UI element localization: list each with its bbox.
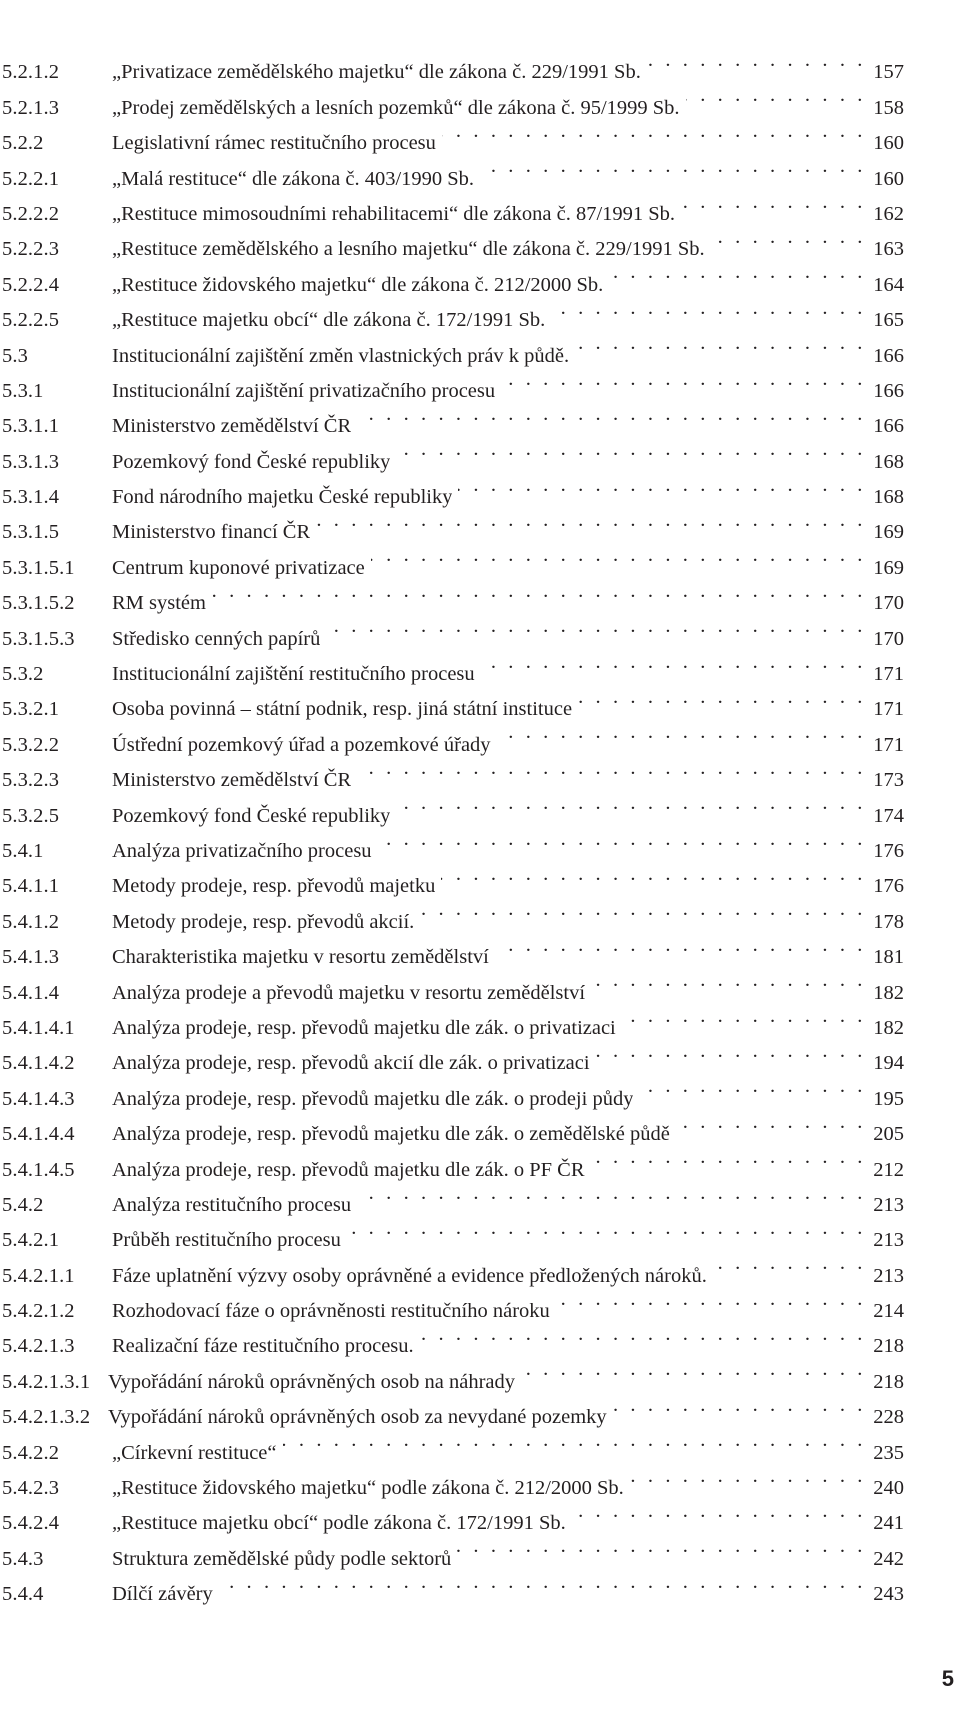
toc-entry-page: 166 <box>873 415 904 438</box>
toc-dot-leader <box>420 1317 866 1352</box>
toc-entry-page: 168 <box>873 486 904 509</box>
toc-entry-page: 243 <box>873 1583 904 1606</box>
toc-entry-number: 5.4.1.4.1 <box>2 1016 75 1039</box>
toc-dot-leader <box>480 149 866 184</box>
toc-dot-leader <box>378 822 866 857</box>
toc-entry-title: Dílčí závěry <box>112 1583 213 1606</box>
toc-entry-page: 181 <box>873 946 904 969</box>
toc-entry-number: 5.4.1.4.3 <box>2 1087 75 1110</box>
table-of-contents <box>0 43 904 1606</box>
toc-entry-number: 5.3 <box>2 344 28 367</box>
toc-entry-title: „Prodej zemědělských a lesních pozemků“ dle zákona č. 95/1999 Sb. <box>112 96 680 119</box>
toc-dot-leader <box>497 715 866 750</box>
toc-dot-leader <box>711 220 866 255</box>
toc-entry-number: 5.4.2.1 <box>2 1229 60 1252</box>
toc-entry-title: Charakteristika majetku v resortu zemědělství <box>112 946 489 969</box>
toc-entry-number: 5.4.1.4.5 <box>2 1158 75 1181</box>
toc-dot-leader <box>457 1529 866 1564</box>
toc-entry-number: 5.4.2.1.3 <box>2 1335 75 1358</box>
toc-dot-leader <box>622 999 866 1034</box>
toc-entry-number: 5.3.2 <box>2 663 44 686</box>
toc-dot-leader <box>283 1423 866 1458</box>
toc-entry-page: 240 <box>873 1477 904 1500</box>
toc-entry-title: Institucionální zajištění restitučního procesu <box>112 663 475 686</box>
toc-dot-leader <box>495 928 866 963</box>
toc-entry-title: Pozemkový fond České republiky <box>112 450 391 473</box>
toc-dot-leader <box>551 291 866 326</box>
toc-entry-number: 5.3.2.3 <box>2 769 60 792</box>
toc-entry-number: 5.4.2.1.3.1 <box>2 1370 91 1393</box>
toc-entry-number: 5.4.2.4 <box>2 1512 60 1535</box>
toc-entry-page: 160 <box>873 132 904 155</box>
toc-entry-number: 5.3.1 <box>2 379 44 402</box>
toc-entry-page: 195 <box>873 1087 904 1110</box>
toc-entry-number: 5.2.2.2 <box>2 202 60 225</box>
toc-entry-number: 5.3.2.2 <box>2 733 60 756</box>
toc-dot-leader <box>316 503 866 538</box>
toc-entry-title: Ministerstvo zemědělství ČR <box>112 769 352 792</box>
toc-entry-page: 182 <box>873 1016 904 1039</box>
toc-entry-number: 5.2.2.5 <box>2 309 60 332</box>
toc-entry-page: 170 <box>873 592 904 615</box>
toc-entry-title: „Restituce majetku obcí“ podle zákona č. 172/1991 Sb. <box>112 1512 566 1535</box>
toc-entry-page: 173 <box>873 769 904 792</box>
toc-entry-number: 5.4.2.2 <box>2 1441 60 1464</box>
toc-entry-page: 213 <box>873 1229 904 1252</box>
toc-entry-title: Struktura zemědělské půdy podle sektorů <box>112 1547 452 1570</box>
toc-entry-page: 242 <box>873 1547 904 1570</box>
toc-entry-page: 160 <box>873 167 904 190</box>
toc-entry-page: 171 <box>873 663 904 686</box>
toc-dot-leader <box>681 185 866 220</box>
toc-entry-title: Analýza prodeje, resp. převodů majetku dle zák. o PF ČR <box>112 1158 585 1181</box>
toc-entry-number: 5.3.2.1 <box>2 698 60 721</box>
toc-entry-number: 5.2.2.3 <box>2 238 60 261</box>
toc-entry-title: Vypořádání nároků oprávněných osob za nevydané pozemky <box>108 1406 607 1429</box>
toc-entry-page: 176 <box>873 839 904 862</box>
toc-entry-page: 169 <box>873 521 904 544</box>
toc-entry-page: 176 <box>873 875 904 898</box>
toc-entry-page: 170 <box>873 627 904 650</box>
toc-dot-leader <box>647 43 866 78</box>
toc-entry-title: Ministerstvo zemědělství ČR <box>112 415 352 438</box>
toc-entry-number: 5.3.1.5.2 <box>2 592 75 615</box>
toc-entry-number: 5.4.2.1.2 <box>2 1300 75 1323</box>
toc-entry-number: 5.2.2.1 <box>2 167 60 190</box>
toc-dot-leader <box>357 397 866 432</box>
toc-entry-page: 166 <box>873 344 904 367</box>
toc-dot-leader <box>212 574 866 609</box>
toc-entry-number: 5.2.1.3 <box>2 96 60 119</box>
toc-entry-number: 5.4.2.1.3.2 <box>2 1406 91 1429</box>
toc-entry-page: 166 <box>873 379 904 402</box>
toc-entry-page: 162 <box>873 202 904 225</box>
toc-entry-title: Legislativní rámec restitučního procesu <box>112 132 436 155</box>
toc-dot-leader <box>458 468 866 503</box>
toc-entry-title: Analýza prodeje, resp. převodů majetku dle zák. o prodeji půdy <box>112 1087 634 1110</box>
toc-entry-title: Realizační fáze restitučního procesu. <box>112 1335 414 1358</box>
toc-entry-page: 205 <box>873 1123 904 1146</box>
toc-entry-page: 218 <box>873 1370 904 1393</box>
toc-entry-number: 5.4.1.4.4 <box>2 1123 75 1146</box>
toc-entry-number: 5.4.1.4 <box>2 981 60 1004</box>
toc-entry-number: 5.2.2 <box>2 132 44 155</box>
toc-entry-page: 213 <box>873 1193 904 1216</box>
toc-entry-number: 5.4.1.2 <box>2 910 60 933</box>
toc-entry-title: Metody prodeje, resp. převodů akcií. <box>112 910 415 933</box>
toc-entry-page: 171 <box>873 698 904 721</box>
toc-dot-leader <box>371 538 866 573</box>
toc-dot-leader <box>613 1388 866 1423</box>
toc-dot-leader <box>357 751 866 786</box>
toc-dot-leader <box>572 1494 866 1529</box>
toc-dot-leader <box>357 1176 866 1211</box>
toc-dot-leader <box>630 1459 866 1494</box>
toc-entry-title: Centrum kuponové privatizace <box>112 556 365 579</box>
toc-dot-leader <box>219 1565 866 1600</box>
toc-entry-title: „Restituce zemědělského a lesního majetku“ dle zákona č. 229/1991 Sb. <box>112 238 705 261</box>
toc-entry-page: 157 <box>873 61 904 84</box>
toc-entry-number: 5.4.1.1 <box>2 875 60 898</box>
toc-dot-leader <box>396 786 866 821</box>
toc-dot-leader <box>556 1282 866 1317</box>
toc-dot-leader <box>420 892 866 927</box>
toc-entry-number: 5.2.1.2 <box>2 61 60 84</box>
toc-entry-number: 5.3.2.5 <box>2 804 60 827</box>
toc-dot-leader <box>326 609 866 644</box>
toc-entry-title: Analýza prodeje, resp. převodů majetku dle zák. o privatizaci <box>112 1016 616 1039</box>
toc-entry-title: „Restituce majetku obcí“ dle zákona č. 172/1991 Sb. <box>112 309 546 332</box>
toc-entry-title: „Restituce židovského majetku“ dle zákona č. 212/2000 Sb. <box>112 273 604 296</box>
toc-dot-leader <box>441 857 866 892</box>
toc-entry-page: 235 <box>873 1441 904 1464</box>
toc-entry-number: 5.3.1.5.3 <box>2 627 75 650</box>
toc-dot-leader <box>609 255 866 290</box>
toc-dot-leader <box>639 1069 866 1104</box>
toc-entry-title: Osoba povinná – státní podnik, resp. jiná státní instituce <box>112 698 573 721</box>
toc-entry-title: „Restituce mimosoudními rehabilitacemi“ dle zákona č. 87/1991 Sb. <box>112 202 676 225</box>
toc-entry-number: 5.4.1 <box>2 839 44 862</box>
toc-entry-page: 218 <box>873 1335 904 1358</box>
toc-dot-leader <box>686 78 866 113</box>
toc-entry-page: 165 <box>873 309 904 332</box>
toc-entry-page: 212 <box>873 1158 904 1181</box>
toc-entry-page: 164 <box>873 273 904 296</box>
toc-entry-title: Fond národního majetku České republiky <box>112 486 453 509</box>
toc-entry-title: Analýza prodeje, resp. převodů majetku dle zák. o zemědělské půdě <box>112 1123 670 1146</box>
toc-entry-title: Průběh restitučního procesu <box>112 1229 341 1252</box>
toc-dot-leader <box>501 362 866 397</box>
toc-entry-number: 5.4.1.3 <box>2 946 60 969</box>
toc-entry-number: 5.4.3 <box>2 1547 44 1570</box>
toc-dot-leader <box>596 1034 866 1069</box>
toc-entry-title: Středisko cenných papírů <box>112 627 321 650</box>
toc-entry-title: Analýza restitučního procesu <box>112 1193 352 1216</box>
toc-entry-number: 5.4.2.3 <box>2 1477 60 1500</box>
toc-entry-number: 5.3.1.4 <box>2 486 60 509</box>
toc-entry-page: 182 <box>873 981 904 1004</box>
toc-entry-number: 5.4.1.4.2 <box>2 1052 75 1075</box>
toc-dot-leader <box>575 326 866 361</box>
toc-entry-title: „Církevní restituce“ <box>112 1441 277 1464</box>
toc-entry-number: 5.4.4 <box>2 1583 44 1606</box>
toc-dot-leader <box>442 114 866 149</box>
toc-dot-leader <box>591 963 866 998</box>
toc-entry[interactable] <box>0 43 904 84</box>
toc-entry-title: Analýza prodeje a převodů majetku v resortu zemědělství <box>112 981 586 1004</box>
toc-entry-title: „Malá restituce“ dle zákona č. 403/1990 Sb. <box>112 167 475 190</box>
toc-entry-number: 5.3.1.5.1 <box>2 556 75 579</box>
page-number: 5 <box>941 1666 954 1691</box>
toc-entry-title: Ministerstvo financí ČR <box>112 521 311 544</box>
toc-entry-number: 5.3.1.1 <box>2 415 60 438</box>
toc-entry-page: 241 <box>873 1512 904 1535</box>
toc-entry-page: 214 <box>873 1300 904 1323</box>
toc-dot-leader <box>521 1352 866 1387</box>
toc-entry-title: Analýza privatizačního procesu <box>112 839 372 862</box>
toc-dot-leader <box>713 1246 866 1281</box>
toc-entry-title: Analýza prodeje, resp. převodů akcií dle zák. o privatizaci <box>112 1052 590 1075</box>
toc-entry-number: 5.3.1.5 <box>2 521 60 544</box>
toc-entry-title: Ústřední pozemkový úřad a pozemkové úřady <box>112 733 491 756</box>
toc-entry-page: 174 <box>873 804 904 827</box>
toc-entry-title: Institucionální zajištění změn vlastnických práv k půdě. <box>112 344 570 367</box>
toc-entry-page: 228 <box>873 1406 904 1429</box>
toc-entry-title: Vypořádání nároků oprávněných osob na náhrady <box>108 1370 516 1393</box>
toc-dot-leader <box>481 645 866 680</box>
toc-entry-page: 169 <box>873 556 904 579</box>
toc-entry-title: Fáze uplatnění výzvy osoby oprávněné a evidence předložených nároků. <box>112 1264 707 1287</box>
toc-entry-number: 5.3.1.3 <box>2 450 60 473</box>
toc-dot-leader <box>347 1211 866 1246</box>
toc-entry-page: 194 <box>873 1052 904 1075</box>
toc-entry-page: 171 <box>873 733 904 756</box>
toc-dot-leader <box>396 432 866 467</box>
toc-entry-title: RM systém <box>112 592 206 615</box>
toc-entry-page: 168 <box>873 450 904 473</box>
toc-entry-page: 163 <box>873 238 904 261</box>
toc-entry-title: Pozemkový fond České republiky <box>112 804 391 827</box>
toc-entry-number: 5.4.2 <box>2 1193 44 1216</box>
toc-entry-title: Institucionální zajištění privatizačního procesu <box>112 379 496 402</box>
toc-entry-title: Rozhodovací fáze o oprávněnosti restitučního nároku <box>112 1300 550 1323</box>
toc-dot-leader <box>578 680 866 715</box>
toc-dot-leader <box>676 1105 866 1140</box>
toc-entry-number: 5.2.2.4 <box>2 273 60 296</box>
toc-entry-title: „Restituce židovského majetku“ podle zákona č. 212/2000 Sb. <box>112 1477 624 1500</box>
toc-entry-page: 178 <box>873 910 904 933</box>
toc-dot-leader <box>591 1140 866 1175</box>
toc-entry-title: Metody prodeje, resp. převodů majetku <box>112 875 436 898</box>
toc-entry-title: „Privatizace zemědělského majetku“ dle zákona č. 229/1991 Sb. <box>112 61 641 84</box>
toc-entry-page: 213 <box>873 1264 904 1287</box>
toc-entry-page: 158 <box>873 96 904 119</box>
toc-entry-number: 5.4.2.1.1 <box>2 1264 75 1287</box>
